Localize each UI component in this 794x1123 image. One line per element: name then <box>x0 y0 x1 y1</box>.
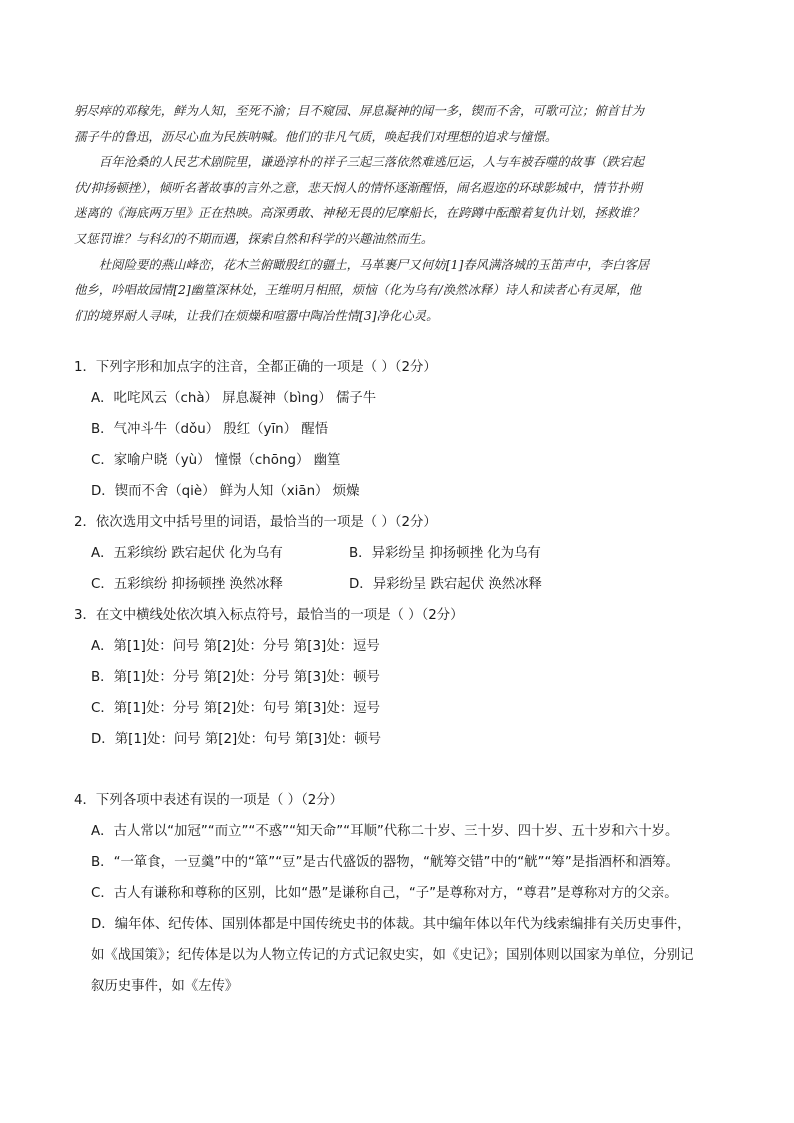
passage-line: 他乡，吟唱故园情[2]幽篁深林处，王维明月相照，烦恼（化为乌有/涣然冰释）诗人和读者心有灵犀，他 <box>74 282 641 298</box>
option-row <box>74 538 729 569</box>
option-d-line-1: D．编年体、纪传体、国别体都是中国传统史书的体裁。其中编年体以年代为线索编排有关历史事件， <box>91 917 691 932</box>
option-d[interactable]: D．第[1]处：问号 第[2]处：句号 第[3]处：顿号 <box>91 732 381 747</box>
passage-line: 迷离的《海底两万里》正在热映。高深勇敢、神秘无畏的尼摩船长，在跨蹲中酝酿着复仇计划，拯救谁？ <box>74 205 644 221</box>
option-b[interactable]: B．气冲斗牛（dǒu） 殷红（yīn） 醒悟 <box>91 422 329 437</box>
spacer <box>74 755 729 785</box>
option-a[interactable]: A．古人常以“加冠”“而立”“不惑”“知天命”“耳顺”代称二十岁、三十岁、四十岁、五十岁和六十岁。 <box>91 824 679 839</box>
question-list <box>74 352 729 1002</box>
question-stem: 3．在文中横线处依次填入标点符号，最恰当的一项是（ ）（2分） <box>74 608 464 623</box>
question-stem: 1．下列字形和加点字的注音，全都正确的一项是（ ）（2分） <box>74 360 437 375</box>
passage-line: 躬尽瘁的邓稼先，鲜为人知，至死不渝；目不窥园、屏息凝神的闻一多，锲而不舍，可歌可泣；俯首甘为 <box>74 103 644 118</box>
question-2 <box>74 507 729 600</box>
question-4 <box>74 785 729 1002</box>
option-d-line-2: 如《战国策》；纪传体是以为人物立传记的方式记叙史实，如《史记》；国别体则以国家为单位，分别记 <box>91 948 694 963</box>
passage-line: 们的境界耐人寻味，让我们在烦燥和喧嚣中陶冶性情[3]净化心灵。 <box>74 307 439 323</box>
option-a[interactable]: A．叱咤风云（chà） 屏息凝神（bìng） 儒子牛 <box>91 391 377 406</box>
passage-line: 又惩罚谁？与科幻的不期而遇，探索自然和科学的兴趣油然而生。 <box>74 230 434 246</box>
reading-passage <box>74 98 724 328</box>
passage-paragraph-1 <box>74 98 724 149</box>
question-1 <box>74 352 729 507</box>
question-3 <box>74 600 729 755</box>
question-stem: 4．下列各项中表述有误的一项是（ ）（2分） <box>74 793 344 808</box>
option-a[interactable]: A．五彩缤纷 跌宕起伏 化为乌有 <box>91 546 283 561</box>
passage-line: 孺子牛的鲁迅，沥尽心血为民族呐喊。他们的非凡气质，唤起我们对理想的追求与憧憬。 <box>74 128 558 144</box>
option-d-line-3: 叙历史事件，如《左传》 <box>91 979 239 994</box>
passage-line: 伏/抑扬顿挫），倾听名著故事的言外之意，悲天悯人的情怀逐渐醒悟，闹名遐迩的环球影城中，情节扑朔 <box>74 179 642 195</box>
option-b[interactable]: B．异彩纷呈 抑扬顿挫 化为乌有 <box>349 546 541 561</box>
passage-line: 百年沧桑的人民艺术剧院里，谦逊淳朴的祥子三起三落依然难逃厄运，人与车被吞噬的故事（跌宕起 <box>98 154 644 170</box>
option-c[interactable]: C．家喻户晓（yù） 憧憬（chōng） 幽篁 <box>91 453 341 468</box>
option-c[interactable]: C．第[1]处：分号 第[2]处：句号 第[3]处：逗号 <box>91 701 381 716</box>
passage-paragraph-3 <box>74 252 724 329</box>
option-a[interactable]: A．第[1]处：问号 第[2]处：分号 第[3]处：逗号 <box>91 639 380 654</box>
option-d[interactable]: D．锲而不舍（qiè） 鲜为人知（xiān） 烦燥 <box>91 484 360 499</box>
option-c[interactable]: C．五彩缤纷 抑扬顿挫 涣然冰释 <box>91 577 283 592</box>
option-b[interactable]: B．第[1]处：分号 第[2]处：分号 第[3]处：顿号 <box>91 670 380 685</box>
option-b[interactable]: B．“一箪食，一豆羹”中的“箪”“豆”是古代盛饭的器物，“觥筹交错”中的“觥”“筹”是指酒杯和酒筹。 <box>91 855 679 870</box>
question-stem: 2．依次选用文中括号里的词语，最恰当的一项是（ ）（2分） <box>74 515 437 530</box>
option-d[interactable] <box>74 909 729 1002</box>
passage-line: 杜阅险要的燕山峰峦，花木兰俯瞰殷红的疆土，马革裹尸又何妨[1]春风满洛城的玉笛声中，李白客居 <box>98 256 650 272</box>
option-c[interactable]: C．古人有谦称和尊称的区别，比如“愚”是谦称自己，“子”是尊称对方，“尊君”是尊称对方的父亲。 <box>91 886 678 901</box>
option-row <box>74 569 729 600</box>
passage-paragraph-2 <box>74 149 724 251</box>
option-d[interactable]: D．异彩纷呈 跌宕起伏 涣然冰释 <box>349 577 542 592</box>
